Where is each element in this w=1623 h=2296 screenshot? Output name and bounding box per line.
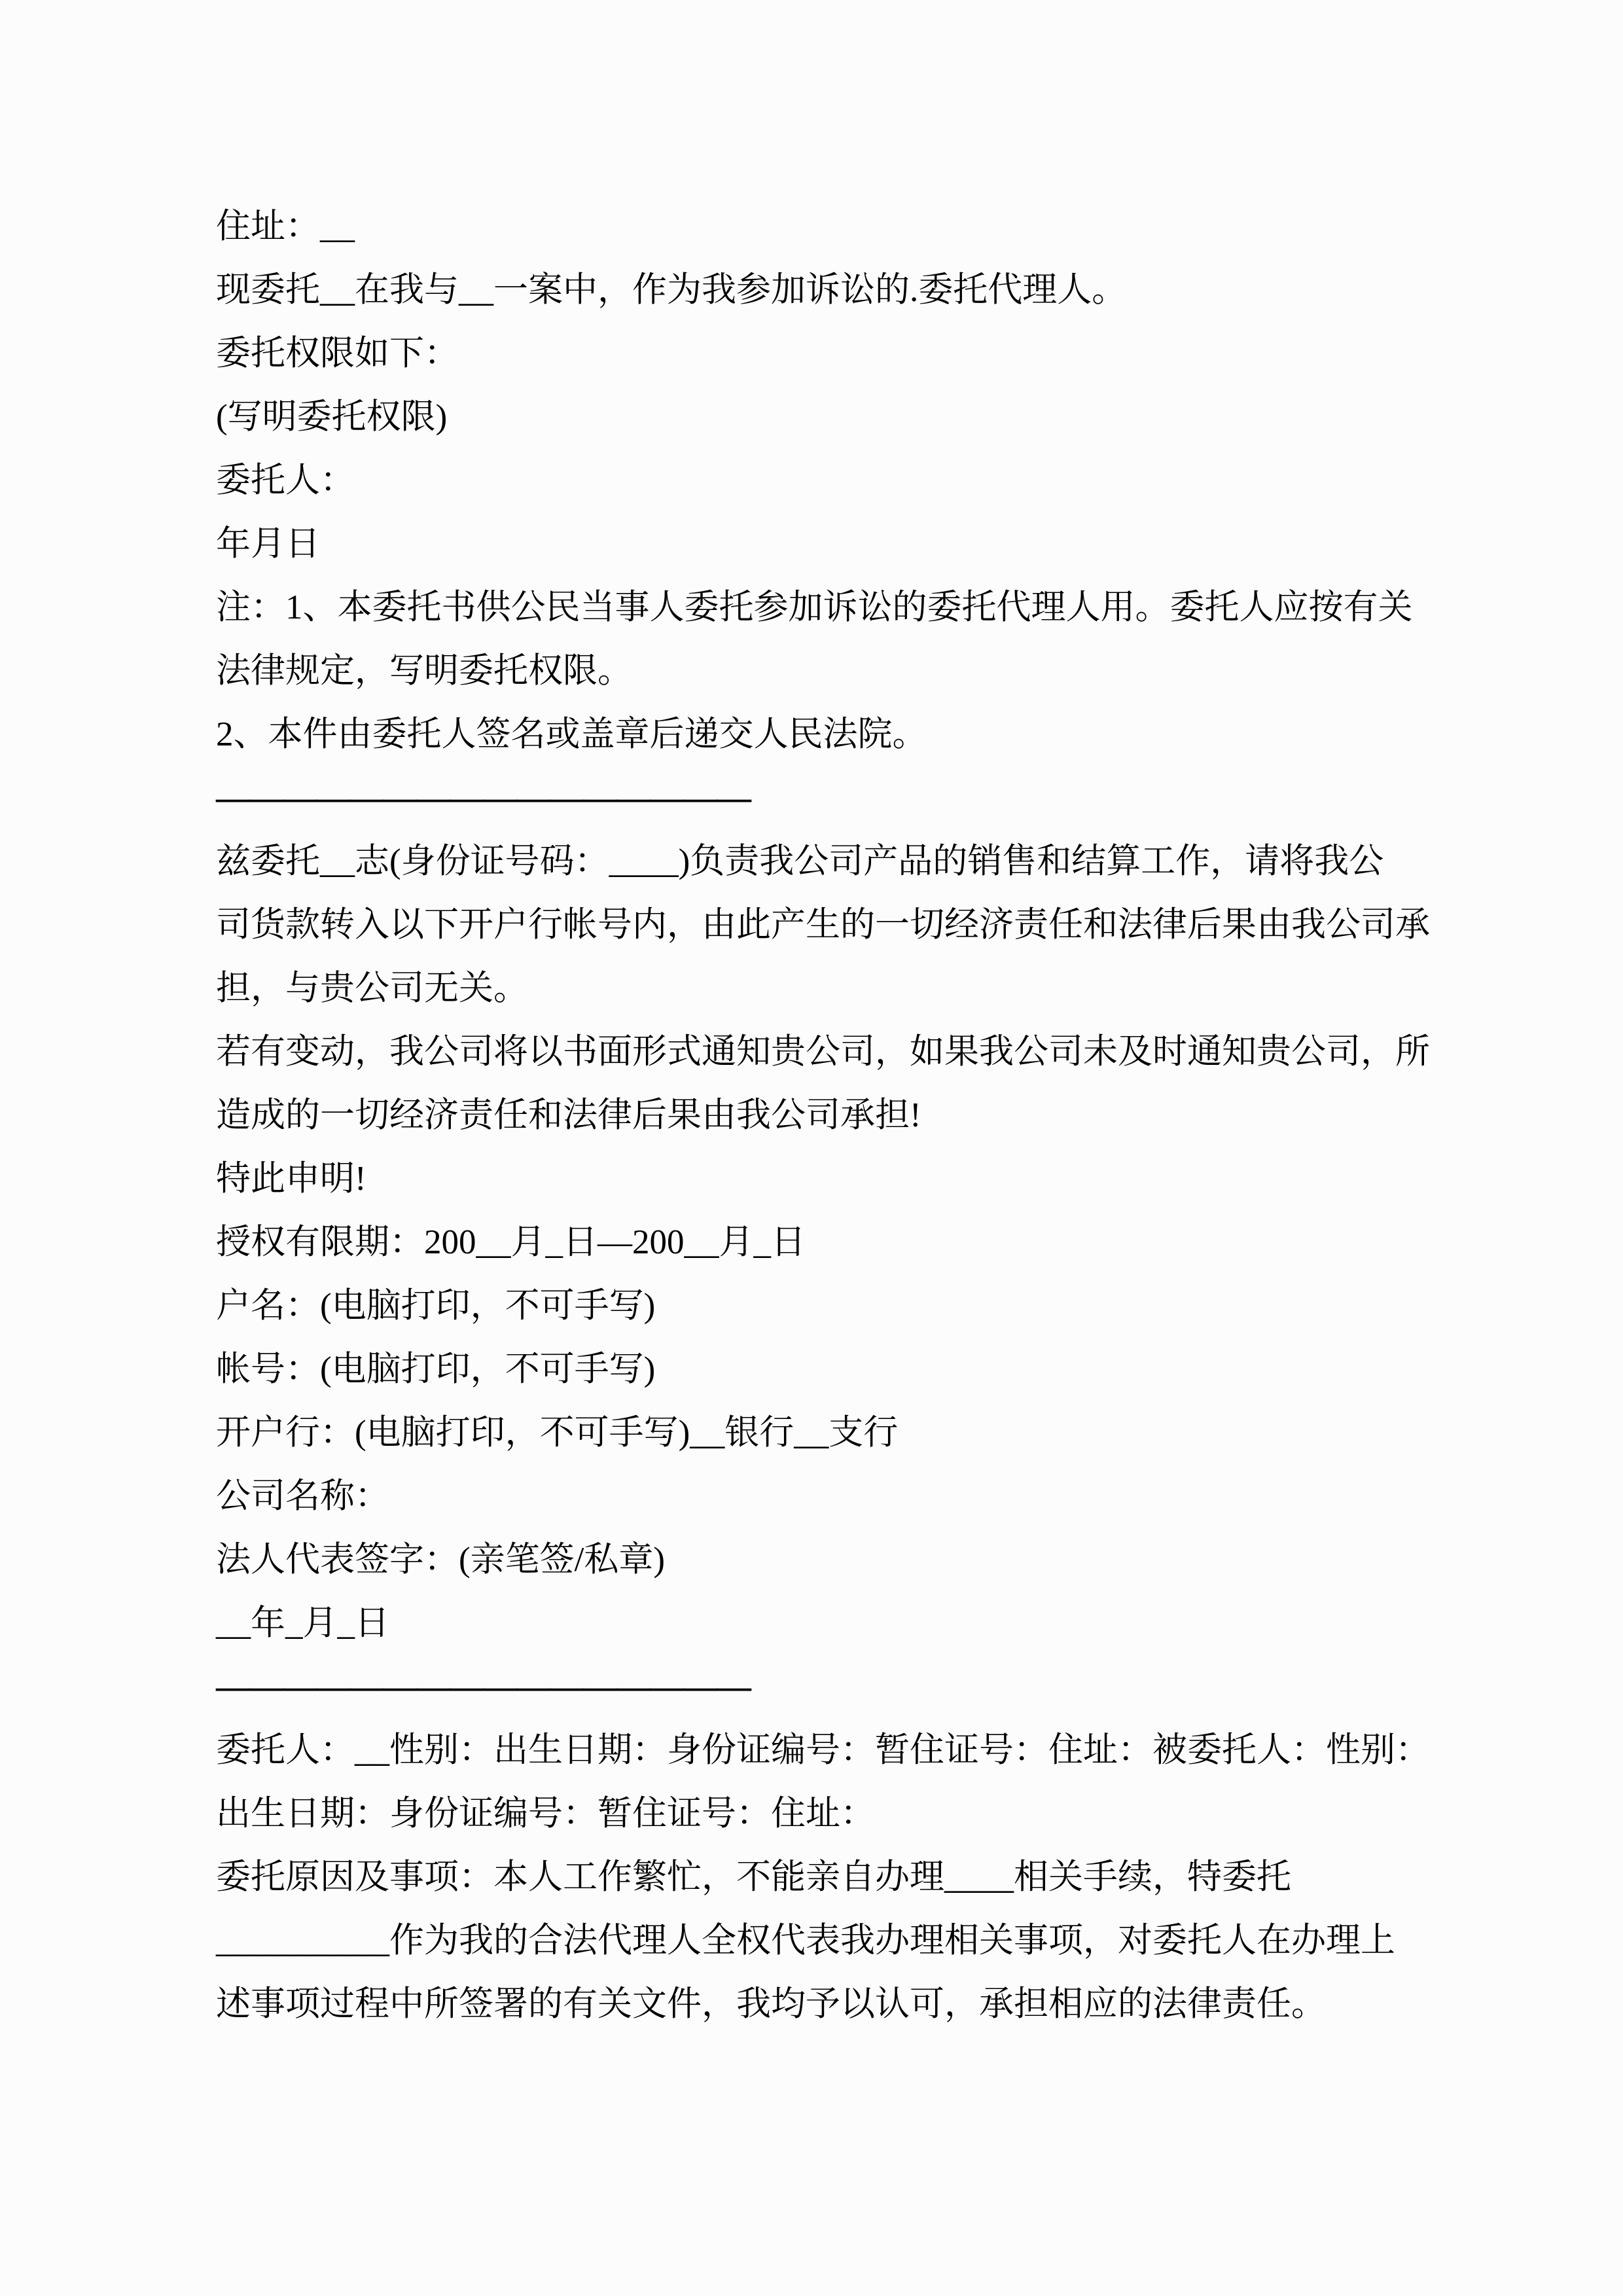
doc-line-legal-rep-signature: 法人代表签字：(亲笔签/私章) — [216, 1541, 666, 1579]
section-divider: ———————————————— — [216, 1668, 750, 1706]
doc-line-note-1-cont: 法律规定，写明委托权限。 — [216, 652, 632, 690]
doc-line-note-1: 注：1、本委托书供公民当事人委托参加诉讼的委托代理人用。委托人应按有关 — [216, 588, 1413, 626]
doc-line-account-name: 户名：(电脑打印，不可手写) — [216, 1287, 656, 1325]
doc-line-entrust-reason-end: 述事项过程中所签署的有关文件，我均予以认可，承担相应的法律责任。 — [216, 1985, 1326, 2023]
doc-line-authority-note: (写明委托权限) — [216, 398, 448, 436]
doc-line-change-notice: 若有变动，我公司将以书面形式通知贵公司，如果我公司未及时通知贵公司，所 — [216, 1033, 1430, 1071]
doc-line-principal-info-cont: 出生日期：身份证编号：暂住证号：住址： — [216, 1795, 875, 1833]
doc-line-principal-info: 委托人：__性别：出生日期：身份证编号：暂住证号：住址：被委托人：性别： — [216, 1731, 1430, 1769]
doc-line-address: 住址：__ — [216, 207, 355, 245]
doc-line-entrust-reason: 委托原因及事项：本人工作繁忙，不能亲自办理____相关手续，特委托 — [216, 1858, 1291, 1896]
doc-line-date: 年月日 — [216, 525, 320, 563]
doc-line-authority-heading: 委托权限如下： — [216, 334, 459, 372]
doc-line-authorization-period: 授权有限期：200__月_日—200__月_日 — [216, 1223, 806, 1261]
doc-line-entrust-reason-cont: __________作为我的合法代理人全权代表我办理相关事项，对委托人在办理上 — [216, 1922, 1395, 1960]
doc-line-bank-branch: 开户行：(电脑打印，不可手写)__银行__支行 — [216, 1414, 899, 1452]
doc-line-entrust-case: 现委托__在我与__一案中，作为我参加诉讼的.委托代理人。 — [216, 271, 1127, 309]
document-body — [216, 195, 1430, 2036]
section-divider: ———————————————— — [216, 779, 750, 817]
doc-line-signature-date: __年_月_日 — [216, 1604, 389, 1642]
doc-line-note-2: 2、本件由委托人签名或盖章后递交人民法院。 — [216, 715, 927, 753]
doc-line-company-name: 公司名称： — [216, 1477, 389, 1515]
doc-line-declaration: 特此申明! — [216, 1160, 366, 1198]
doc-line-company-entrust-end: 担，与贵公司无关。 — [216, 969, 528, 1007]
doc-line-company-entrust-cont: 司货款转入以下开户行帐号内，由此产生的一切经济责任和法律后果由我公司承 — [216, 906, 1430, 944]
doc-line-principal: 委托人： — [216, 461, 355, 499]
doc-line-change-notice-cont: 造成的一切经济责任和法律后果由我公司承担! — [216, 1096, 921, 1134]
doc-line-company-entrust: 兹委托__志(身份证号码：____)负责我公司产品的销售和结算工作，请将我公 — [216, 842, 1384, 880]
doc-line-account-number: 帐号：(电脑打印，不可手写) — [216, 1350, 656, 1388]
